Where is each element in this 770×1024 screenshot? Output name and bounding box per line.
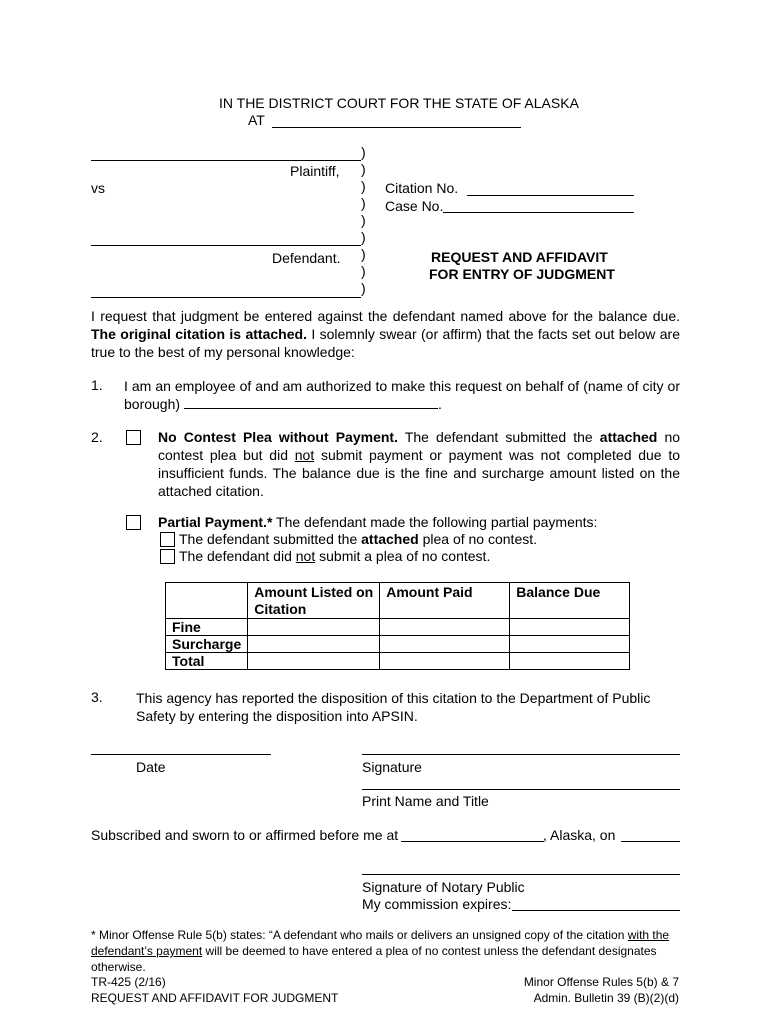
item1-number: 1. [91, 377, 103, 393]
footnote-text: * Minor Offense Rule 5(b) states: “A defendant who mails or delivers an unsigned copy of the citation [91, 928, 625, 942]
date-line[interactable] [91, 754, 271, 755]
plaintiff-name-line[interactable] [91, 160, 361, 161]
plaintiff-label: Plaintiff, [290, 163, 340, 179]
sworn-alaska-text: , Alaska, on [543, 827, 616, 843]
no-contest-paragraph [158, 428, 680, 500]
caption-paren: ) [361, 212, 366, 228]
commission-expires-line[interactable] [512, 910, 680, 911]
rules-reference: Minor Offense Rules 5(b) & 7 [523, 975, 679, 989]
option-text: plea of no contest. [422, 531, 538, 547]
no-contest-text: The defendant submitted the [404, 429, 593, 445]
total-amount-listed-cell[interactable] [248, 653, 380, 670]
print-name-line[interactable] [362, 789, 680, 790]
item1-text: I am an employee of and am authorized to make this request on behalf of (name of city or borough) [124, 378, 680, 412]
footnote-underlined: with the defendant’s payment [91, 928, 670, 958]
caption-paren: ) [361, 195, 366, 211]
surcharge-balance-due-cell[interactable] [510, 636, 630, 653]
no-contest-text: no contest plea but did [158, 429, 681, 463]
attached-emphasis: attached [361, 531, 419, 547]
bulletin-reference: Admin. Bulletin 39 (B)(2)(d) [533, 991, 679, 1005]
table-row [166, 653, 630, 670]
caption-paren: ) [361, 178, 366, 194]
not-emphasis: not [295, 548, 316, 564]
table-header-row [166, 583, 630, 619]
header-amount-listed: Amount Listed on Citation [248, 583, 380, 619]
signature-label: Signature [362, 759, 422, 775]
citation-label: Citation No. [385, 180, 459, 196]
intro-text: I request that judgment be entered against the defendant named above for the balance due. [91, 308, 680, 324]
no-contest-title: No Contest Plea without Payment. [158, 429, 398, 445]
partial-payment-text: The defendant made the following partial payments: [276, 514, 598, 530]
caption-paren: ) [361, 263, 366, 279]
case-number-line[interactable] [443, 212, 634, 213]
no-contest-text: submit payment or payment was not completed due to insufficient funds. The balance due is the fine and surcharge amount listed on the attached citation. [158, 447, 681, 499]
row-label-total: Total [166, 653, 248, 670]
commission-label: My commission expires: [362, 896, 512, 912]
sworn-location-line[interactable] [401, 841, 544, 842]
option-text: The defendant submitted the [179, 531, 358, 547]
location-line[interactable] [272, 127, 521, 128]
defendant-label: Defendant. [272, 250, 341, 266]
partial-payment-line [158, 514, 597, 530]
caption-paren: ) [361, 161, 366, 177]
sworn-text: Subscribed and sworn to or affirmed before me at [91, 827, 399, 843]
item1-period: . [437, 396, 442, 412]
form-footer-title: REQUEST AND AFFIDAVIT FOR JUDGMENT [91, 991, 339, 1005]
caption-paren: ) [361, 144, 366, 160]
caption-paren: ) [361, 280, 366, 296]
table-row [166, 636, 630, 653]
fine-amount-listed-cell[interactable] [248, 619, 380, 636]
footnote-text: will be deemed to have entered a plea of no contest unless the defendant designates otherwise. [91, 944, 657, 974]
partial-payment-checkbox[interactable] [126, 515, 141, 530]
table-corner-cell [166, 583, 248, 619]
notary-signature-line[interactable] [362, 874, 680, 875]
at-label: AT [248, 112, 265, 128]
intro-bold-text: The original citation is attached. [91, 326, 307, 342]
signature-line[interactable] [362, 754, 680, 755]
footnote [91, 927, 691, 975]
not-emphasis: not [294, 447, 315, 463]
partial-payment-title: Partial Payment.* [158, 514, 273, 530]
case-label: Case No. [385, 198, 444, 214]
item3-text: This agency has reported the disposition of this citation to the Department of Public Safety by entering the disposition into APSIN. [136, 690, 651, 724]
total-balance-due-cell[interactable] [510, 653, 630, 670]
date-label: Date [136, 759, 166, 775]
item1-paragraph [124, 377, 680, 413]
table-row [166, 619, 630, 636]
payment-table [165, 582, 630, 670]
caption-paren: ) [361, 246, 366, 262]
item3-number: 3. [91, 689, 103, 705]
attached-emphasis: attached [599, 429, 658, 445]
row-label-fine: Fine [166, 619, 248, 636]
sworn-date-line[interactable] [621, 841, 680, 842]
option-text: The defendant did [179, 548, 292, 564]
submitted-plea-checkbox[interactable] [160, 532, 175, 547]
caption-bottom-line [91, 297, 361, 298]
intro-text-continued: I solemnly swear (or affirm) that the facts set out below are true to the best of my personal knowledge: [91, 326, 680, 360]
defendant-name-line[interactable] [91, 245, 361, 246]
no-plea-option [179, 548, 490, 564]
vs-label: vs [91, 180, 105, 196]
fine-balance-due-cell[interactable] [510, 619, 630, 636]
row-label-surcharge: Surcharge [166, 636, 248, 653]
submitted-plea-option [179, 531, 537, 547]
header-balance-due: Balance Due [510, 583, 630, 619]
option-text: submit a plea of no contest. [319, 548, 491, 564]
total-amount-paid-cell[interactable] [380, 653, 510, 670]
item2-number: 2. [91, 429, 103, 445]
no-contest-checkbox[interactable] [126, 430, 141, 445]
caption-paren: ) [361, 229, 366, 245]
intro-paragraph [91, 307, 680, 361]
surcharge-amount-listed-cell[interactable] [248, 636, 380, 653]
header-amount-paid: Amount Paid [380, 583, 510, 619]
print-name-label: Print Name and Title [362, 793, 489, 809]
city-borough-line[interactable] [184, 395, 438, 409]
court-heading: IN THE DISTRICT COURT FOR THE STATE OF ALASKA [219, 95, 579, 111]
notary-label: Signature of Notary Public [362, 879, 525, 895]
fine-amount-paid-cell[interactable] [380, 619, 510, 636]
surcharge-amount-paid-cell[interactable] [380, 636, 510, 653]
no-plea-checkbox[interactable] [160, 549, 175, 564]
form-title-line2: FOR ENTRY OF JUDGMENT [429, 266, 615, 282]
citation-number-line[interactable] [467, 195, 634, 196]
form-title-line1: REQUEST AND AFFIDAVIT [431, 249, 608, 265]
form-number: TR-425 (2/16) [91, 975, 166, 989]
